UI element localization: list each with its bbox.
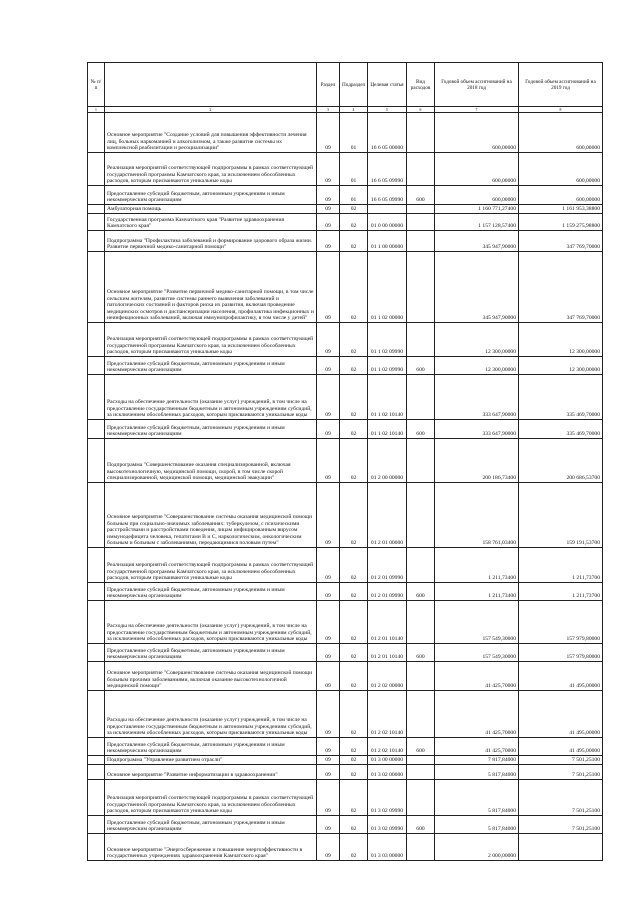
- row-statya-cell: 01 0 00 00000: [368, 214, 407, 231]
- row-statya-cell: 01 2 00 00000: [368, 439, 407, 483]
- row-2019-cell: 347 769,70000: [519, 231, 603, 252]
- row-2018-cell: 345 947,90000: [435, 231, 519, 252]
- row-2018-cell: 1 211,73400: [435, 583, 519, 601]
- row-number-cell: [88, 483, 105, 548]
- row-2018-cell: 2 000,00000: [435, 834, 519, 861]
- column-number: 1: [88, 107, 105, 113]
- table-row: [88, 834, 603, 861]
- row-name-cell: Подпрограмма "Совершенствование оказания специализированной, включая высокотехнологичную, медицинской помощи, скорой, в том числе скорой специализированной, медицинской помощи, медицинской эвакуации": [105, 439, 317, 483]
- row-vid-cell: [407, 662, 435, 691]
- row-number-cell: [88, 420, 105, 439]
- row-razdel-cell: 09: [317, 483, 340, 548]
- row-vid-cell: [407, 756, 435, 765]
- row-statya-cell: 01 3 02 09990: [368, 816, 407, 834]
- row-statya-cell: 01 3 02 00000: [368, 765, 407, 780]
- row-name-cell: Реализация мероприятий соответствующей подпрограммы в рамках соответствующей государственной программы Камчатского края, за исключением обособленных расходов, которым присваиваются уникальные коды: [105, 323, 317, 357]
- row-razdel-cell: 09: [317, 231, 340, 252]
- row-number-cell: [88, 153, 105, 186]
- row-number-cell: [88, 113, 105, 153]
- row-statya-cell: 01 3 03 00000: [368, 834, 407, 861]
- row-2019-cell: 159 191,53700: [519, 483, 603, 548]
- row-2019-cell: 335 469,70000: [519, 420, 603, 439]
- table-row: [88, 738, 603, 756]
- row-name-cell: Подпрограмма "Управление развитием отрасли": [105, 756, 317, 765]
- table-row: [88, 205, 603, 214]
- row-razdel-cell: 09: [317, 252, 340, 323]
- row-razdel-cell: 09: [317, 662, 340, 691]
- table-row: [88, 601, 603, 644]
- row-2019-cell: 347 769,70000: [519, 252, 603, 323]
- row-vid-cell: 600: [407, 186, 435, 205]
- row-2019-cell: 12 300,00000: [519, 357, 603, 375]
- table-row: [88, 357, 603, 375]
- row-2019-cell: 41 495,00000: [519, 691, 603, 738]
- row-2019-cell: 12 300,00000: [519, 323, 603, 357]
- row-2018-cell: 5 817,84000: [435, 780, 519, 816]
- row-name-cell: Предоставление субсидий бюджетным, автономным учреждениям и иным некоммерческим организациям: [105, 186, 317, 205]
- row-2018-cell: 41 425,70000: [435, 691, 519, 738]
- table-row: [88, 644, 603, 662]
- row-number-cell: [88, 644, 105, 662]
- table-row: [88, 756, 603, 765]
- row-razdel-cell: 09: [317, 691, 340, 738]
- row-number-cell: [88, 834, 105, 861]
- row-statya-cell: 01 2 01 10140: [368, 601, 407, 644]
- row-name-cell: Предоставление субсидий бюджетным, автономным учреждениям и иным некоммерческим организациям: [105, 738, 317, 756]
- row-razdel-cell: 09: [317, 816, 340, 834]
- row-number-cell: [88, 601, 105, 644]
- row-razdel-cell: 09: [317, 439, 340, 483]
- header-statya: Целевая статья: [368, 63, 407, 107]
- row-podrazdel-cell: 02: [340, 816, 368, 834]
- row-statya-cell: 01 2 01 09990: [368, 548, 407, 583]
- row-razdel-cell: 09: [317, 834, 340, 861]
- table-row: [88, 186, 603, 205]
- column-number: 6: [407, 107, 435, 113]
- row-statya-cell: 01 2 01 10140: [368, 644, 407, 662]
- row-name-cell: Предоставление субсидий бюджетным, автономным учреждениям и иным некоммерческим организациям: [105, 816, 317, 834]
- row-statya-cell: 01 2 02 10140: [368, 691, 407, 738]
- table-row: [88, 214, 603, 231]
- row-number-cell: [88, 205, 105, 214]
- row-razdel-cell: 09: [317, 780, 340, 816]
- row-razdel-cell: 09: [317, 153, 340, 186]
- row-razdel-cell: 09: [317, 738, 340, 756]
- row-podrazdel-cell: 02: [340, 420, 368, 439]
- row-statya-cell: 01 1 00 00000: [368, 231, 407, 252]
- row-2019-cell: 7 501,25100: [519, 816, 603, 834]
- row-name-cell: Государственная программа Камчатского края "Развитие здравоохранения Камчатского края": [105, 214, 317, 231]
- row-name-cell: Реализация мероприятий соответствующей подпрограммы в рамках соответствующей государственной программы Камчатского края, за исключением обособленных расходов, которым присваиваются уникальные коды: [105, 153, 317, 186]
- row-vid-cell: [407, 691, 435, 738]
- row-2019-cell: 1 161 953,38800: [519, 205, 603, 214]
- row-vid-cell: [407, 601, 435, 644]
- header-vid: Вид расходов: [407, 63, 435, 107]
- row-2019-cell: 200 686,53700: [519, 439, 603, 483]
- row-number-cell: [88, 738, 105, 756]
- row-razdel-cell: 09: [317, 601, 340, 644]
- table-row: [88, 375, 603, 420]
- row-statya-cell: 01 1 02 09990: [368, 323, 407, 357]
- row-vid-cell: [407, 214, 435, 231]
- row-2019-cell: 157 979,80000: [519, 644, 603, 662]
- header-2018: Годовой объем ассигнований на 2018 год: [435, 63, 519, 107]
- row-razdel-cell: 09: [317, 420, 340, 439]
- row-statya-cell: 01 1 02 10140: [368, 420, 407, 439]
- row-2018-cell: 200 186,73400: [435, 439, 519, 483]
- header-name: [105, 63, 317, 107]
- row-2018-cell: 333 647,90000: [435, 375, 519, 420]
- row-2018-cell: 41 425,70000: [435, 662, 519, 691]
- row-statya-cell: 16 6 05 00000: [368, 113, 407, 153]
- row-number-cell: [88, 439, 105, 483]
- row-2018-cell: 600,00000: [435, 153, 519, 186]
- row-statya-cell: 01 2 01 00000: [368, 483, 407, 548]
- header-podrazdel: Подраздел: [340, 63, 368, 107]
- row-name-cell: Предоставление субсидий бюджетным, автономным учреждениям и иным некоммерческим организациям: [105, 583, 317, 601]
- row-razdel-cell: 09: [317, 756, 340, 765]
- row-razdel-cell: 09: [317, 186, 340, 205]
- row-vid-cell: [407, 205, 435, 214]
- row-name-cell: Расходы на обеспечение деятельности (оказание услуг) учреждений, в том числе на предоставление государственным бюджетным и автономным учреждениям субсидий, за исключением обособленных расходов, которым присваиваются уникальные коды: [105, 691, 317, 738]
- row-podrazdel-cell: 02: [340, 738, 368, 756]
- row-vid-cell: [407, 113, 435, 153]
- row-name-cell: Реализация мероприятий соответствующей подпрограммы в рамках соответствующей государственной программы Камчатского края, за исключением обособленных расходов, которым присваиваются уникальные коды: [105, 548, 317, 583]
- row-podrazdel-cell: 02: [340, 583, 368, 601]
- row-vid-cell: [407, 483, 435, 548]
- row-number-cell: [88, 691, 105, 738]
- row-name-cell: Расходы на обеспечение деятельности (оказание услуг) учреждений, в том числе на предоставление государственным бюджетным и автономным учреждениям субсидий, за исключением обособленных расходов, которым присваиваются уникальные коды: [105, 375, 317, 420]
- row-number-cell: [88, 375, 105, 420]
- table-row: [88, 323, 603, 357]
- column-number: 3: [317, 107, 340, 113]
- row-razdel-cell: 09: [317, 205, 340, 214]
- row-2018-cell: 158 761,03400: [435, 483, 519, 548]
- row-podrazdel-cell: 01: [340, 153, 368, 186]
- row-razdel-cell: 09: [317, 375, 340, 420]
- row-vid-cell: [407, 153, 435, 186]
- row-vid-cell: [407, 834, 435, 861]
- table-header-row: [88, 63, 603, 107]
- row-razdel-cell: 09: [317, 357, 340, 375]
- row-podrazdel-cell: 02: [340, 644, 368, 662]
- row-number-cell: [88, 765, 105, 780]
- row-name-cell: Предоставление субсидий бюджетным, автономным учреждениям и иным некоммерческим организациям: [105, 644, 317, 662]
- header-number: № п/п: [88, 63, 105, 107]
- row-name-cell: Предоставление субсидий бюджетным, автономным учреждениям и иным некоммерческим организациям: [105, 357, 317, 375]
- column-number: 4: [340, 107, 368, 113]
- row-number-cell: [88, 780, 105, 816]
- budget-table-sheet: [87, 62, 602, 861]
- row-number-cell: [88, 186, 105, 205]
- row-podrazdel-cell: 02: [340, 548, 368, 583]
- row-2018-cell: 600,00000: [435, 186, 519, 205]
- table-row: [88, 439, 603, 483]
- row-podrazdel-cell: 02: [340, 756, 368, 765]
- row-number-cell: [88, 323, 105, 357]
- row-vid-cell: 600: [407, 816, 435, 834]
- row-statya-cell: 01 1 02 10140: [368, 375, 407, 420]
- row-name-cell: Основное мероприятие "Создание условий для повышения эффективности лечения лиц, больных наркоманией и алкоголизмом, а также развитие системы их комплексной реабилитации и ресоциализации": [105, 113, 317, 153]
- row-number-cell: [88, 231, 105, 252]
- row-2019-cell: 157 979,80000: [519, 601, 603, 644]
- row-number-cell: [88, 548, 105, 583]
- row-2019-cell: 7 501,25100: [519, 780, 603, 816]
- column-number: 8: [519, 107, 603, 113]
- row-2018-cell: 1 160 771,27400: [435, 205, 519, 214]
- column-number: 7: [435, 107, 519, 113]
- row-vid-cell: [407, 548, 435, 583]
- row-razdel-cell: 09: [317, 644, 340, 662]
- row-vid-cell: [407, 375, 435, 420]
- row-vid-cell: 600: [407, 644, 435, 662]
- row-vid-cell: 600: [407, 738, 435, 756]
- row-2018-cell: 157 549,30000: [435, 601, 519, 644]
- row-razdel-cell: 09: [317, 583, 340, 601]
- row-vid-cell: 600: [407, 357, 435, 375]
- row-name-cell: Предоставление субсидий бюджетным, автономным учреждениям и иным некоммерческим организациям: [105, 420, 317, 439]
- row-number-cell: [88, 756, 105, 765]
- column-number: 5: [368, 107, 407, 113]
- row-2018-cell: 157 549,30000: [435, 644, 519, 662]
- row-2018-cell: 12 300,00000: [435, 323, 519, 357]
- row-name-cell: Амбулаторная помощь: [105, 205, 317, 214]
- row-2019-cell: [519, 834, 603, 861]
- row-razdel-cell: 09: [317, 214, 340, 231]
- row-statya-cell: [368, 205, 407, 214]
- row-vid-cell: [407, 252, 435, 323]
- row-vid-cell: [407, 780, 435, 816]
- row-name-cell: Основное мероприятие "Развитие информатизации в здравоохранении": [105, 765, 317, 780]
- row-statya-cell: 01 1 02 09990: [368, 357, 407, 375]
- row-number-cell: [88, 357, 105, 375]
- row-podrazdel-cell: 02: [340, 357, 368, 375]
- row-2018-cell: 12 300,00000: [435, 357, 519, 375]
- row-podrazdel-cell: 01: [340, 186, 368, 205]
- row-2018-cell: 5 817,84000: [435, 816, 519, 834]
- row-podrazdel-cell: 02: [340, 780, 368, 816]
- row-vid-cell: [407, 323, 435, 357]
- row-podrazdel-cell: 02: [340, 323, 368, 357]
- row-2019-cell: 41 495,00000: [519, 738, 603, 756]
- row-statya-cell: 01 3 00 00000: [368, 756, 407, 765]
- row-name-cell: Основное мероприятие "Совершенствование системы оказания медицинской помощи больным при социально-значимых заболеваниях: туберкулезом, с психическими расстройствами и расстройствами поведения, лицам инфицированным вирусом иммунодефицита человека, гепатитами В и С, наркологическим, онкологическим больным и больным с заболеваниями, передающимися половым путем": [105, 483, 317, 548]
- table-row: [88, 252, 603, 323]
- table-row: [88, 113, 603, 153]
- row-vid-cell: [407, 765, 435, 780]
- row-vid-cell: [407, 231, 435, 252]
- row-podrazdel-cell: 02: [340, 765, 368, 780]
- row-name-cell: Расходы на обеспечение деятельности (оказание услуг) учреждений, в том числе на предоставление государственным бюджетным и автономным учреждениям субсидий, за исключением обособленных расходов, которым присваиваются уникальные коды: [105, 601, 317, 644]
- row-statya-cell: 01 2 02 10140: [368, 738, 407, 756]
- row-statya-cell: 01 1 02 00000: [368, 252, 407, 323]
- row-podrazdel-cell: 02: [340, 834, 368, 861]
- row-podrazdel-cell: 02: [340, 375, 368, 420]
- row-2018-cell: 345 947,90000: [435, 252, 519, 323]
- row-podrazdel-cell: 02: [340, 601, 368, 644]
- row-number-cell: [88, 252, 105, 323]
- row-number-cell: [88, 662, 105, 691]
- row-razdel-cell: 09: [317, 548, 340, 583]
- row-2018-cell: 5 817,84000: [435, 765, 519, 780]
- row-name-cell: Подпрограмма "Профилактика заболеваний и формирование здорового образа жизни. Развитие первичной медико-санитарной помощи": [105, 231, 317, 252]
- row-vid-cell: 600: [407, 583, 435, 601]
- row-razdel-cell: 09: [317, 323, 340, 357]
- table-row: [88, 231, 603, 252]
- table-row: [88, 691, 603, 738]
- row-podrazdel-cell: 02: [340, 231, 368, 252]
- row-podrazdel-cell: 02: [340, 205, 368, 214]
- row-podrazdel-cell: 01: [340, 113, 368, 153]
- row-statya-cell: 16 6 05 09990: [368, 153, 407, 186]
- table-row: [88, 765, 603, 780]
- row-name-cell: Основное мероприятие "Энергосбережение и повышение энергоэффективности в государственных учреждениях здравоохранения Камчатского края": [105, 834, 317, 861]
- row-podrazdel-cell: 02: [340, 214, 368, 231]
- row-podrazdel-cell: 02: [340, 439, 368, 483]
- table-body: [88, 113, 603, 861]
- row-name-cell: Реализация мероприятий соответствующей подпрограммы в рамках соответствующей государственной программы Камчатского края, за исключением обособленных расходов, которым присваиваются уникальные коды: [105, 780, 317, 816]
- row-number-cell: [88, 214, 105, 231]
- header-razdel: Раздел: [317, 63, 340, 107]
- row-name-cell: Основное мероприятие "Развитие первичной медико-санитарной помощи, в том числе сельским жителям, развитие системы раннего выявления заболеваний и патологических состояний и факторов риска их развития, включая проведение медицинских осмотров и диспансеризации населения, профилактика инфекционных и неинфекционных заболеваний, включая иммунопрофилактику, в том числе у детей": [105, 252, 317, 323]
- table-row: [88, 662, 603, 691]
- row-2018-cell: 1 157 128,57400: [435, 214, 519, 231]
- row-number-cell: [88, 816, 105, 834]
- budget-table: [87, 62, 603, 861]
- row-2018-cell: 333 647,90000: [435, 420, 519, 439]
- row-vid-cell: 600: [407, 420, 435, 439]
- row-2019-cell: 1 211,73700: [519, 583, 603, 601]
- row-razdel-cell: 09: [317, 765, 340, 780]
- row-2019-cell: 41 495,00000: [519, 662, 603, 691]
- row-2018-cell: 41 425,70000: [435, 738, 519, 756]
- table-row: [88, 583, 603, 601]
- table-row: [88, 548, 603, 583]
- row-2019-cell: 1 211,73700: [519, 548, 603, 583]
- row-2019-cell: 600,00000: [519, 113, 603, 153]
- row-podrazdel-cell: 02: [340, 691, 368, 738]
- row-2019-cell: 1 159 275,98800: [519, 214, 603, 231]
- row-2019-cell: 7 501,25100: [519, 765, 603, 780]
- row-2019-cell: 7 501,25100: [519, 756, 603, 765]
- table-row: [88, 420, 603, 439]
- row-statya-cell: 01 2 02 00000: [368, 662, 407, 691]
- row-2018-cell: 1 211,73400: [435, 548, 519, 583]
- row-statya-cell: 01 3 02 09990: [368, 780, 407, 816]
- table-row: [88, 816, 603, 834]
- row-podrazdel-cell: 02: [340, 662, 368, 691]
- row-statya-cell: 16 6 05 09990: [368, 186, 407, 205]
- column-number: 2: [105, 107, 317, 113]
- row-2019-cell: 600,00000: [519, 153, 603, 186]
- row-podrazdel-cell: 02: [340, 252, 368, 323]
- row-2019-cell: 335 469,70000: [519, 375, 603, 420]
- row-2019-cell: 600,00000: [519, 186, 603, 205]
- table-row: [88, 153, 603, 186]
- row-statya-cell: 01 2 01 09990: [368, 583, 407, 601]
- row-podrazdel-cell: 02: [340, 483, 368, 548]
- header-2019: Годовой объем ассигнований на 2019 год: [519, 63, 603, 107]
- row-vid-cell: [407, 439, 435, 483]
- row-2018-cell: 600,00000: [435, 113, 519, 153]
- row-name-cell: Основное мероприятие "Совершенствование системы оказания медицинской помощи больным прочими заболеваниями, включая оказание высокотехнологичной медицинской помощи": [105, 662, 317, 691]
- row-razdel-cell: 09: [317, 113, 340, 153]
- row-2018-cell: 7 817,84000: [435, 756, 519, 765]
- row-number-cell: [88, 583, 105, 601]
- table-row: [88, 780, 603, 816]
- table-row: [88, 483, 603, 548]
